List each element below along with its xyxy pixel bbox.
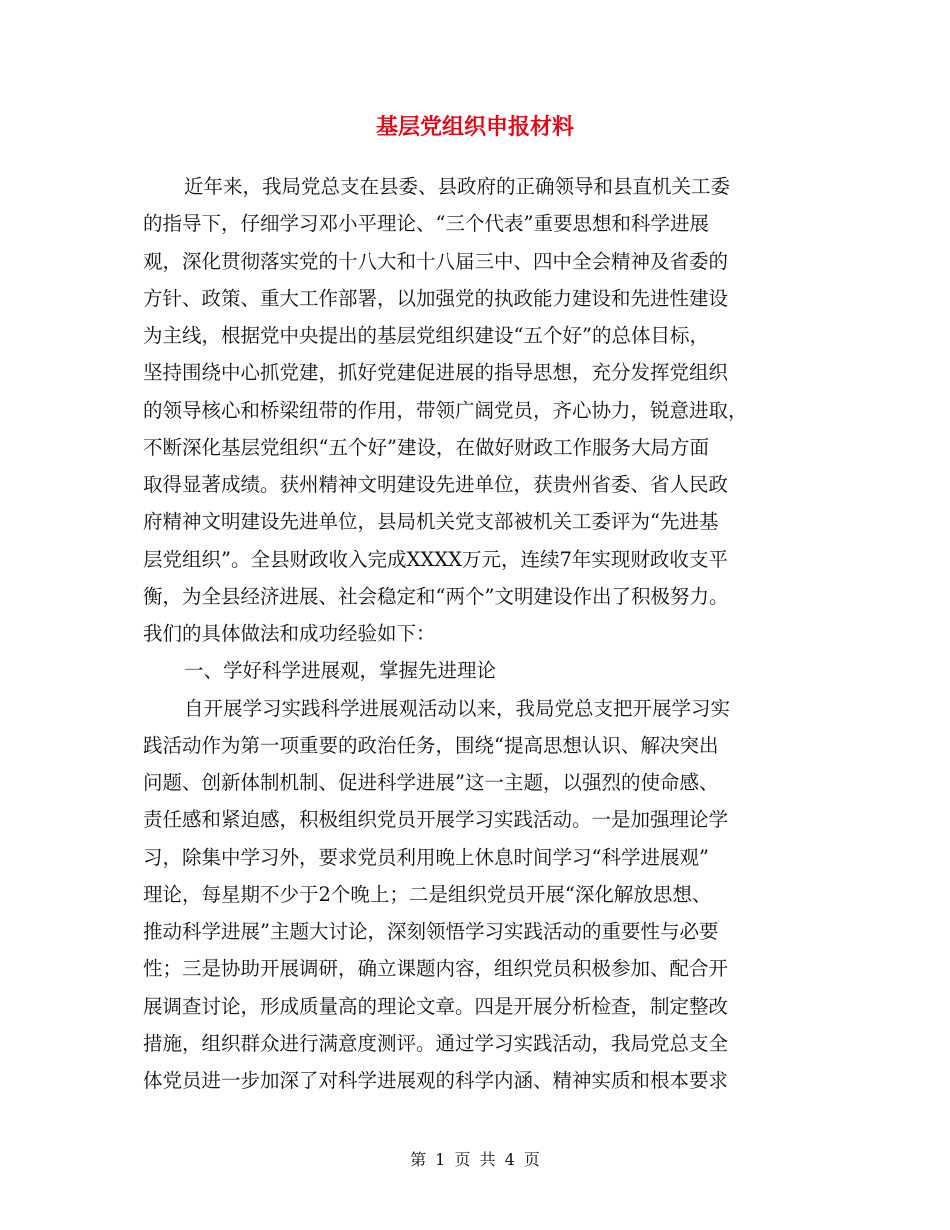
paragraph-line: 我们的具体做法和成功经验如下：	[143, 622, 436, 645]
paragraph-line: 近年来，我局党总支在县委、县政府的正确领导和县直机关工委	[184, 175, 731, 198]
paragraph-line: 推动科学进展”主题大讨论，深刻领悟学习实践活动的重要性与必要	[143, 920, 719, 943]
paragraph-line: 层党组织”。全县财政收入完成XXXX万元，连续7年实现财政收支平	[143, 547, 728, 571]
paragraph-line: 取得显著成绩。获州精神文明建设先进单位，获贵州省委、省人民政	[143, 473, 729, 496]
section-heading: 一、学好科学进展观，掌握先进理论	[184, 659, 497, 683]
paragraph-line: 践活动作为第一项重要的政治任务，围绕“提高思想认识、解决突出	[143, 733, 719, 757]
paragraph-line: 习，除集中学习外，要求党员利用晚上休息时间学习“科学进展观”	[143, 845, 709, 869]
paragraph-line: 不断深化基层党组织“五个好”建设，在做好财政工作服务大局方面	[143, 435, 709, 459]
paragraph-line: 性；三是协助开展调研，确立课题内容，组织党员积极参加、配合开	[143, 957, 729, 981]
paragraph-line: 为主线，根据党中央提出的基层党组织建设“五个好”的总体目标，	[143, 324, 709, 347]
paragraph-line: 府精神文明建设先进单位，县局机关党支部被机关工委评为“先进基	[143, 510, 719, 534]
paragraph-line: 责任感和紧迫感，积极组织党员开展学习实践活动。一是加强理论学	[143, 808, 729, 832]
paragraph-line: 措施，组织群众进行满意度测评。通过学习实践活动，我局党总支全	[143, 1031, 729, 1055]
paragraph-line: 体党员进一步加深了对科学进展观的科学内涵、精神实质和根本要求	[143, 1069, 729, 1092]
document-body	[143, 168, 823, 1099]
paragraph-line: 坚持围绕中心抓党建，抓好党建促进展的指导思想，充分发挥党组织	[143, 361, 729, 385]
paragraph-line: 理论，每星期不少于2个晚上；二是组织党员开展“深化解放思想、	[143, 882, 712, 906]
document-title: 基层党组织申报材料	[375, 115, 574, 140]
paragraph-line: 展调查讨论，形成质量高的理论文章。四是开展分析检查，制定整改	[143, 994, 729, 1018]
paragraph-line: 的领导核心和桥梁纽带的作用，带领广阔党员，齐心协力，锐意进取，	[143, 398, 748, 422]
paragraph-line: 衡，为全县经济进展、社会稳定和“两个”文明建设作出了积极努力。	[143, 584, 729, 608]
paragraph-line: 的指导下，仔细学习邓小平理论、“三个代表”重要思想和科学进展	[143, 212, 709, 236]
paragraph-line: 自开展学习实践科学进展观活动以来，我局党总支把开展学习实	[184, 696, 731, 720]
paragraph-line: 方针、政策、重大工作部署，以加强党的执政能力建设和先进性建设	[143, 286, 729, 310]
paragraph-line: 观，深化贯彻落实党的十八大和十八届三中、四中全会精神及省委的	[143, 249, 729, 273]
paragraph-line: 问题、创新体制机制、促进科学进展”这一主题，以强烈的使命感、	[143, 771, 719, 794]
page-number-footer: 第 1 页 共 4 页	[410, 1150, 540, 1169]
